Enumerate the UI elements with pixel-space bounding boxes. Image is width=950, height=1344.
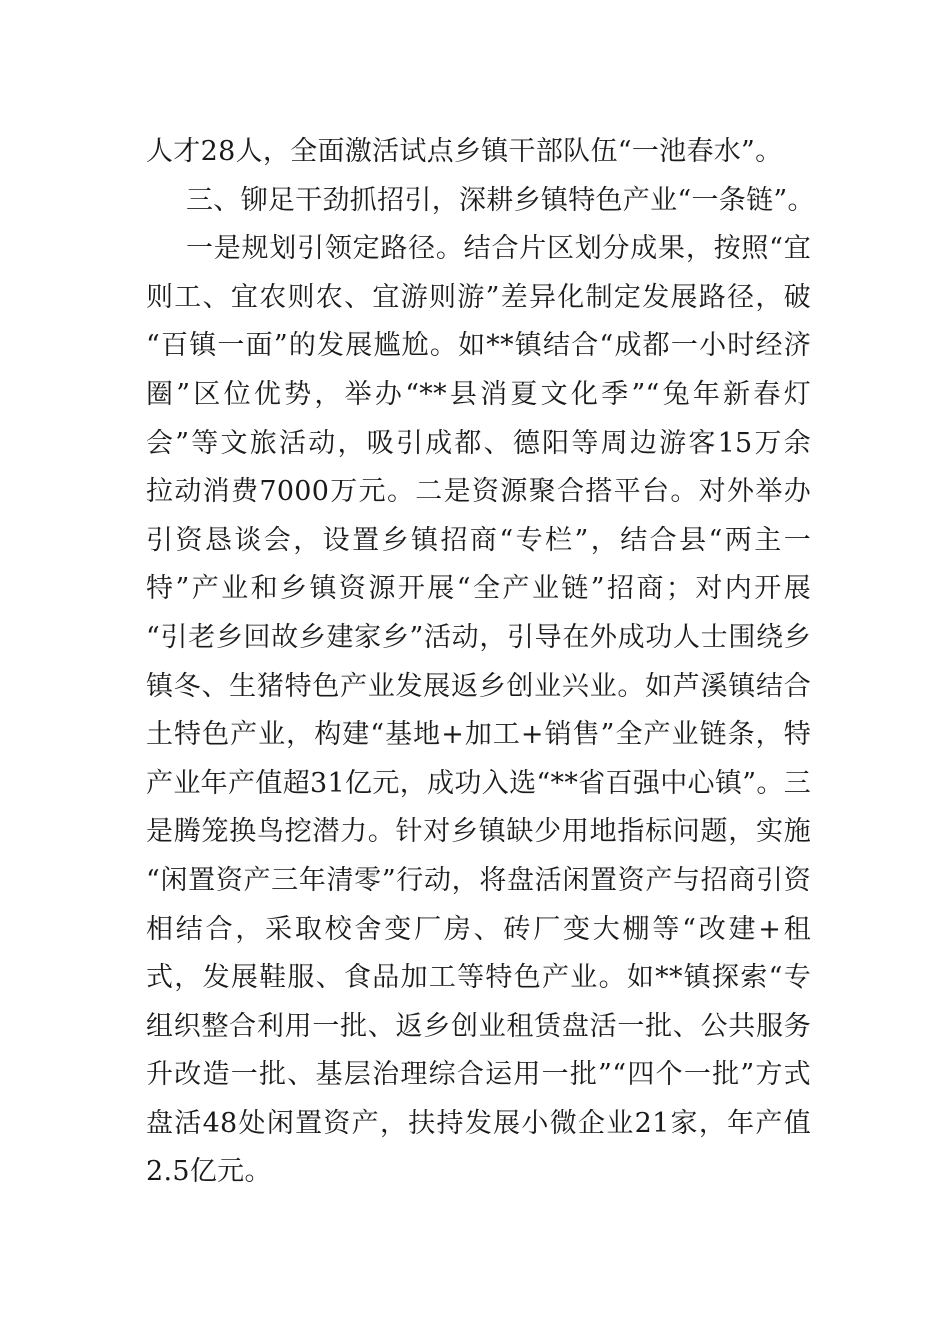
text-line: 产业年产值超31亿元，成功入选“**省百强中心镇”。三 xyxy=(146,767,811,799)
text-line: 圈”区位优势，举办“**县消夏文化季”“兔年新春灯 xyxy=(146,378,811,410)
text-line: “闲置资产三年清零”行动，将盘活闲置资产与招商引资 xyxy=(146,864,811,896)
text-line: “百镇一面”的发展尴尬。如**镇结合“成都一小时经济 xyxy=(146,330,811,362)
text-line: 式，发展鞋服、食品加工等特色产业。如**镇探索“专 xyxy=(146,962,811,994)
text-line: 盘活48处闲置资产，扶持发展小微企业21家，年产值 xyxy=(146,1107,811,1139)
section-heading: 三、铆足干劲抓招引，深耕乡镇特色产业“一条链”。 xyxy=(186,184,815,216)
text-line: 一是规划引领定路径。结合片区划分成果，按照“宜 xyxy=(186,233,811,265)
text-line: 引资恳谈会，设置乡镇招商“专栏”，结合县“两主一 xyxy=(146,524,811,556)
text-line: 2.5亿元。 xyxy=(146,1156,272,1188)
text-line: 升改造一批、基层治理综合运用一批”“四个一批”方式 xyxy=(146,1059,811,1091)
text-line: 土特色产业，构建“基地+加工+销售”全产业链条，特 xyxy=(146,719,811,751)
body-text xyxy=(146,128,815,1197)
text-line: 会”等文旅活动，吸引成都、德阳等周边游客15万余 xyxy=(146,427,811,459)
text-line: 是腾笼换鸟挖潜力。针对乡镇缺少用地指标问题，实施 xyxy=(146,816,811,848)
text-line: “引老乡回故乡建家乡”活动，引导在外成功人士围绕乡 xyxy=(146,621,811,653)
text-line: 相结合，采取校舍变厂房、砖厂变大棚等“改建+租 xyxy=(146,913,811,945)
text-line: 拉动消费7000万元。二是资源聚合搭平台。对外举办 xyxy=(146,476,811,508)
text-line: 则工、宜农则农、宜游则游”差异化制定发展路径，破 xyxy=(146,281,811,313)
text-line: 组织整合利用一批、返乡创业租赁盘活一批、公共服务 xyxy=(146,1010,811,1042)
text-line: 镇冬、生猪特色产业发展返乡创业兴业。如芦溪镇结合 xyxy=(146,670,811,702)
text-line: 人才28人，全面激活试点乡镇干部队伍“一池春水”。 xyxy=(146,136,783,167)
text-line: 特”产业和乡镇资源开展“全产业链”招商；对内开展 xyxy=(146,573,811,605)
